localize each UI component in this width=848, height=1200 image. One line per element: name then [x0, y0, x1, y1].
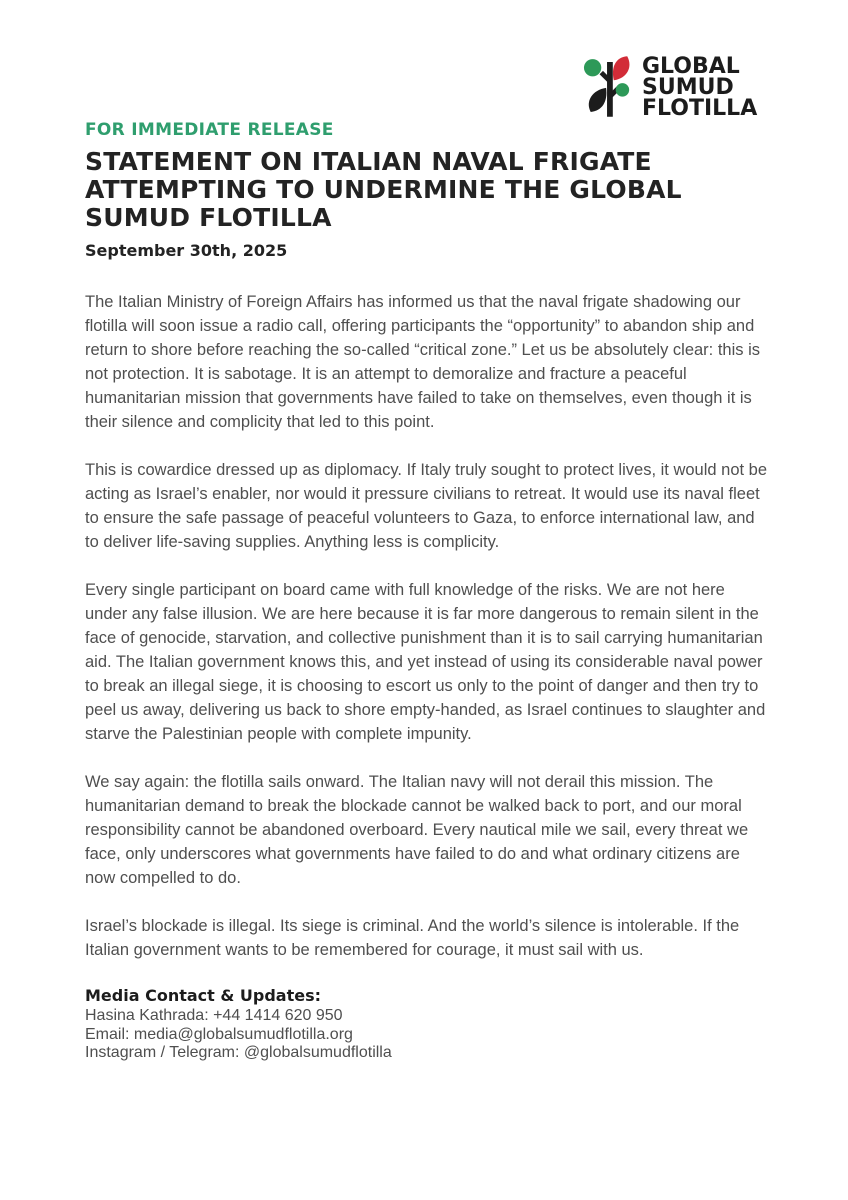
release-date: September 30th, 2025	[85, 241, 288, 260]
contact-heading: Media Contact & Updates:	[85, 986, 321, 1005]
page-title-line: STATEMENT ON ITALIAN NAVAL FRIGATE	[85, 147, 652, 176]
body-paragraph: Every single participant on board came with full knowledge of the risks. We are not here under any false illusion. We are here because it is far more dangerous to remain silent in the face of genocide, starvation, and collective punishment than it is to sail carrying humanitarian aid. The Italian government knows this, and yet instead of using its considerable naval power to break an illegal siege, it is choosing to escort us only to the point of danger and then try to peel us away, delivering us back to shore empty-handed, as Israel continues to slaughter and starve the Palestinian people with complete impunity.	[85, 581, 766, 743]
flotilla-logo	[583, 54, 757, 119]
document-body	[85, 120, 767, 1063]
page-title	[85, 148, 767, 232]
logo-word-line: FLOTILLA	[642, 96, 758, 121]
contact-phone: Hasina Kathrada: +44 1414 620 950	[85, 1007, 343, 1024]
olive-tree-logo-icon	[583, 54, 633, 118]
contact-social: Instagram / Telegram: @globalsumudflotilla	[85, 1044, 392, 1061]
body-paragraph: Israel’s blockade is illegal. Its siege is criminal. And the world’s silence is intolerable. If the Italian government wants to be remembered for courage, it must sail with us.	[85, 917, 740, 959]
contact-email: Email: media@globalsumudflotilla.org	[85, 1025, 353, 1043]
body-paragraph: We say again: the flotilla sails onward. The Italian navy will not derail this mission. The humanitarian demand to break the blockade cannot be walked back to port, and our moral responsibility cannot be abandoned overboard. Every nautical mile we sail, every threat we face, only underscores what governments have failed to do and what ordinary citizens are now compelled to do.	[85, 773, 749, 887]
media-contact-block	[85, 986, 767, 1063]
logo-wordmark	[642, 54, 757, 119]
logo-word-line: GLOBAL	[642, 54, 740, 79]
logo-word-line: SUMUD	[642, 75, 734, 100]
page-title-line: SUMUD FLOTILLA	[85, 203, 332, 232]
page-title-line: ATTEMPTING TO UNDERMINE THE GLOBAL	[85, 175, 682, 204]
body-paragraph: The Italian Ministry of Foreign Affairs has informed us that the naval frigate shadowing our flotilla will soon issue a radio call, offering participants the “opportunity” to abandon ship and return to shore before reaching the so-called “critical zone.” Let us be absolutely clear: this is not protection. It is sabotage. It is an attempt to demoralize and fracture a peaceful humanitarian mission that governments have failed to take on themselves, even though it is their silence and complicity that led to this point.	[85, 293, 761, 431]
release-tag: FOR IMMEDIATE RELEASE	[85, 120, 334, 140]
body-paragraph: This is cowardice dressed up as diplomacy. If Italy truly sought to protect lives, it would not be acting as Israel’s enabler, nor would it pressure civilians to retreat. It would use its naval fleet to ensure the safe passage of peaceful volunteers to Gaza, to enforce international law, and to deliver life-saving supplies. Anything less is complicity.	[85, 461, 768, 551]
